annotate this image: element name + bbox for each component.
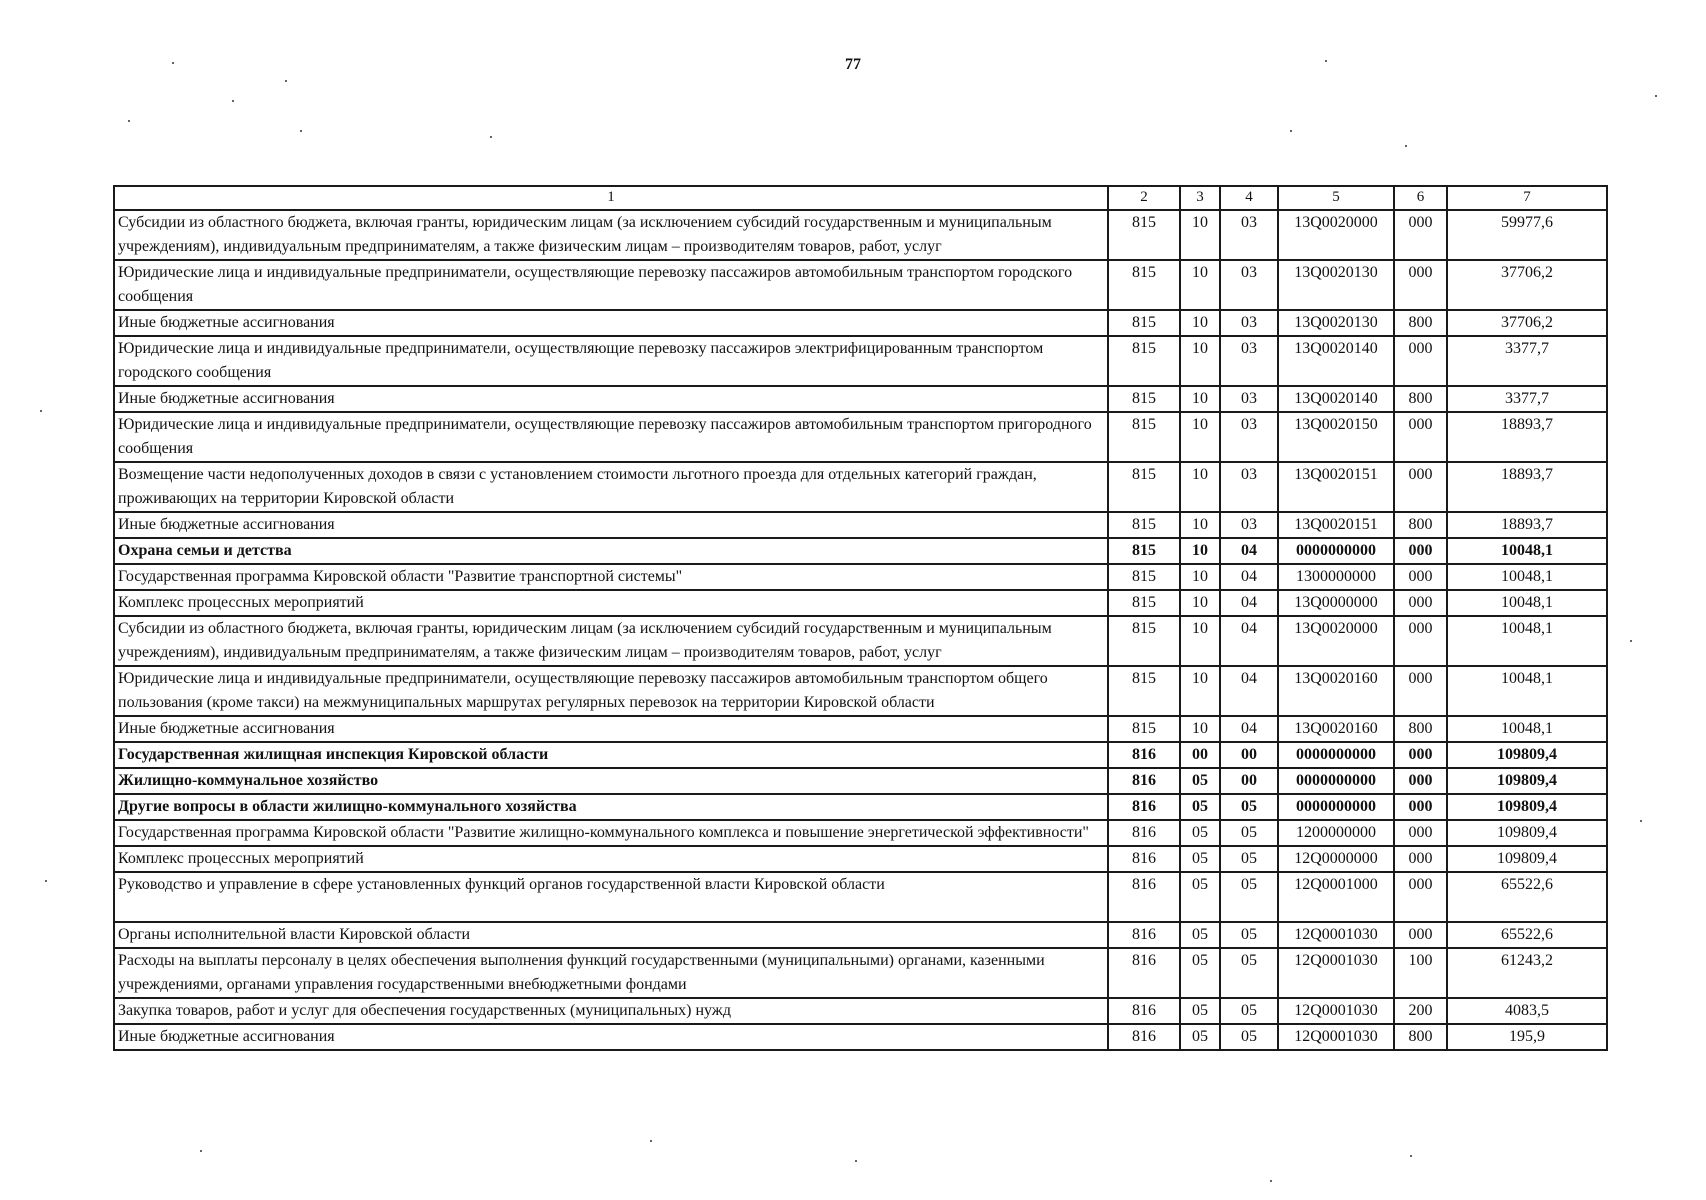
row-name-cell: Государственная жилищная инспекция Кировской области: [114, 742, 1108, 768]
table-row: [114, 998, 1607, 1024]
row-target-article-cell: 0000000000: [1278, 538, 1394, 564]
row-name-cell: Комплекс процессных мероприятий: [114, 590, 1108, 616]
row-target-article-cell: 13Q0020151: [1278, 512, 1394, 538]
row-expense-type-cell: 000: [1394, 210, 1447, 260]
header-col-5: 5: [1278, 186, 1394, 210]
row-expense-type-cell: 000: [1394, 590, 1447, 616]
header-col-1: 1: [114, 186, 1108, 210]
row-target-article-cell: 1200000000: [1278, 820, 1394, 846]
row-expense-type-cell: 000: [1394, 820, 1447, 846]
row-name-cell: Иные бюджетные ассигнования: [114, 716, 1108, 742]
row-name-cell: Иные бюджетные ассигнования: [114, 1024, 1108, 1050]
row-section-cell: 00: [1180, 742, 1220, 768]
row-section-cell: 10: [1180, 260, 1220, 310]
row-expense-type-cell: 000: [1394, 872, 1447, 922]
table-row: [114, 666, 1607, 716]
row-admin-code-cell: 815: [1108, 538, 1180, 564]
table-row: [114, 564, 1607, 590]
row-amount-cell: 65522,6: [1447, 922, 1607, 948]
row-name-cell: Другие вопросы в области жилищно-коммунального хозяйства: [114, 794, 1108, 820]
row-amount-cell: 109809,4: [1447, 768, 1607, 794]
row-name-cell: Органы исполнительной власти Кировской области: [114, 922, 1108, 948]
row-expense-type-cell: 000: [1394, 666, 1447, 716]
table-row: [114, 412, 1607, 462]
row-subsection-cell: 04: [1220, 666, 1278, 716]
row-section-cell: 10: [1180, 412, 1220, 462]
row-target-article-cell: 13Q0020130: [1278, 260, 1394, 310]
row-name-cell: Руководство и управление в сфере установленных функций органов государственной власти Кировской области: [114, 872, 1108, 922]
row-admin-code-cell: 815: [1108, 462, 1180, 512]
row-expense-type-cell: 000: [1394, 260, 1447, 310]
row-name-cell: Юридические лица и индивидуальные предприниматели, осуществляющие перевозку пассажиров автомобильным транспортом пригородного сообщения: [114, 412, 1108, 462]
budget-table: [113, 185, 1608, 1051]
row-subsection-cell: 04: [1220, 716, 1278, 742]
header-col-3: 3: [1180, 186, 1220, 210]
row-expense-type-cell: 000: [1394, 922, 1447, 948]
row-section-cell: 10: [1180, 310, 1220, 336]
row-admin-code-cell: 815: [1108, 310, 1180, 336]
row-target-article-cell: 0000000000: [1278, 768, 1394, 794]
row-amount-cell: 59977,6: [1447, 210, 1607, 260]
row-amount-cell: 109809,4: [1447, 820, 1607, 846]
table-row: [114, 794, 1607, 820]
table-row: [114, 336, 1607, 386]
row-admin-code-cell: 816: [1108, 1024, 1180, 1050]
row-target-article-cell: 12Q0001030: [1278, 998, 1394, 1024]
row-subsection-cell: 05: [1220, 820, 1278, 846]
table-row: [114, 1024, 1607, 1050]
row-subsection-cell: 00: [1220, 742, 1278, 768]
row-name-cell: Юридические лица и индивидуальные предприниматели, осуществляющие перевозку пассажиров автомобильным транспортом общего пользования (кроме такси) на межмуниципальных маршрутах регулярных перевозок на территории Кировской области: [114, 666, 1108, 716]
row-admin-code-cell: 815: [1108, 616, 1180, 666]
row-subsection-cell: 03: [1220, 386, 1278, 412]
row-name-cell: Закупка товаров, работ и услуг для обеспечения государственных (муниципальных) нужд: [114, 998, 1108, 1024]
row-expense-type-cell: 800: [1394, 386, 1447, 412]
row-name-cell: Государственная программа Кировской области "Развитие транспортной системы": [114, 564, 1108, 590]
table-row: [114, 512, 1607, 538]
row-subsection-cell: 04: [1220, 538, 1278, 564]
row-amount-cell: 10048,1: [1447, 590, 1607, 616]
row-subsection-cell: 03: [1220, 336, 1278, 386]
row-amount-cell: 3377,7: [1447, 386, 1607, 412]
row-target-article-cell: 12Q0001000: [1278, 872, 1394, 922]
row-admin-code-cell: 815: [1108, 210, 1180, 260]
table-row: [114, 820, 1607, 846]
row-name-cell: Иные бюджетные ассигнования: [114, 310, 1108, 336]
row-target-article-cell: 13Q0020160: [1278, 716, 1394, 742]
row-section-cell: 10: [1180, 512, 1220, 538]
row-subsection-cell: 05: [1220, 794, 1278, 820]
row-target-article-cell: 12Q0001030: [1278, 922, 1394, 948]
row-subsection-cell: 03: [1220, 310, 1278, 336]
row-subsection-cell: 05: [1220, 1024, 1278, 1050]
table-row: [114, 846, 1607, 872]
row-amount-cell: 18893,7: [1447, 512, 1607, 538]
row-admin-code-cell: 815: [1108, 590, 1180, 616]
row-target-article-cell: 12Q0000000: [1278, 846, 1394, 872]
header-col-7: 7: [1447, 186, 1607, 210]
row-amount-cell: 65522,6: [1447, 872, 1607, 922]
row-admin-code-cell: 815: [1108, 336, 1180, 386]
row-admin-code-cell: 815: [1108, 412, 1180, 462]
row-name-cell: Юридические лица и индивидуальные предприниматели, осуществляющие перевозку пассажиров автомобильным транспортом городского сообщения: [114, 260, 1108, 310]
row-name-cell: Расходы на выплаты персоналу в целях обеспечения выполнения функций государственными (муниципальными) органами, казенными учреждениями, органами управления государственными внебюджетными фондами: [114, 948, 1108, 998]
row-amount-cell: 18893,7: [1447, 462, 1607, 512]
row-amount-cell: 61243,2: [1447, 948, 1607, 998]
row-subsection-cell: 05: [1220, 872, 1278, 922]
row-section-cell: 05: [1180, 998, 1220, 1024]
row-subsection-cell: 03: [1220, 462, 1278, 512]
row-target-article-cell: 0000000000: [1278, 742, 1394, 768]
row-expense-type-cell: 000: [1394, 742, 1447, 768]
row-target-article-cell: 1300000000: [1278, 564, 1394, 590]
row-name-cell: Возмещение части недополученных доходов в связи с установлением стоимости льготного проезда для отдельных категорий граждан, проживающих на территории Кировской области: [114, 462, 1108, 512]
row-target-article-cell: 0000000000: [1278, 794, 1394, 820]
page-number: 77: [845, 56, 861, 73]
row-amount-cell: 10048,1: [1447, 564, 1607, 590]
table-row: [114, 310, 1607, 336]
row-subsection-cell: 00: [1220, 768, 1278, 794]
row-subsection-cell: 05: [1220, 922, 1278, 948]
row-target-article-cell: 13Q0020140: [1278, 336, 1394, 386]
row-admin-code-cell: 816: [1108, 820, 1180, 846]
row-target-article-cell: 13Q0020160: [1278, 666, 1394, 716]
row-section-cell: 10: [1180, 336, 1220, 386]
row-admin-code-cell: 816: [1108, 794, 1180, 820]
row-admin-code-cell: 816: [1108, 948, 1180, 998]
row-section-cell: 10: [1180, 590, 1220, 616]
table-header-row: [114, 186, 1607, 210]
table-row: [114, 590, 1607, 616]
row-section-cell: 10: [1180, 564, 1220, 590]
row-name-cell: Субсидии из областного бюджета, включая гранты, юридическим лицам (за исключением субсидий государственным и муниципальным учреждениям), индивидуальным предпринимателям, а также физическим лицам – производителям товаров, работ, услуг: [114, 616, 1108, 666]
row-name-cell: Юридические лица и индивидуальные предприниматели, осуществляющие перевозку пассажиров электрифицированным транспортом городского сообщения: [114, 336, 1108, 386]
row-expense-type-cell: 000: [1394, 564, 1447, 590]
table-row: [114, 260, 1607, 310]
row-target-article-cell: 13Q0020140: [1278, 386, 1394, 412]
table-row: [114, 768, 1607, 794]
row-expense-type-cell: 200: [1394, 998, 1447, 1024]
row-admin-code-cell: 816: [1108, 872, 1180, 922]
row-admin-code-cell: 815: [1108, 260, 1180, 310]
row-admin-code-cell: 816: [1108, 742, 1180, 768]
row-section-cell: 05: [1180, 922, 1220, 948]
row-admin-code-cell: 816: [1108, 922, 1180, 948]
row-amount-cell: 10048,1: [1447, 538, 1607, 564]
row-subsection-cell: 04: [1220, 590, 1278, 616]
row-expense-type-cell: 000: [1394, 336, 1447, 386]
row-amount-cell: 109809,4: [1447, 794, 1607, 820]
header-col-4: 4: [1220, 186, 1278, 210]
table-body: [114, 210, 1607, 1050]
row-expense-type-cell: 000: [1394, 616, 1447, 666]
row-section-cell: 10: [1180, 210, 1220, 260]
row-target-article-cell: 13Q0020150: [1278, 412, 1394, 462]
row-subsection-cell: 03: [1220, 412, 1278, 462]
row-section-cell: 05: [1180, 768, 1220, 794]
row-admin-code-cell: 815: [1108, 564, 1180, 590]
row-name-cell: Государственная программа Кировской области "Развитие жилищно-коммунального комплекса и повышение энергетической эффективности": [114, 820, 1108, 846]
row-admin-code-cell: 816: [1108, 768, 1180, 794]
row-expense-type-cell: 000: [1394, 538, 1447, 564]
table-row: [114, 462, 1607, 512]
row-name-cell: Охрана семьи и детства: [114, 538, 1108, 564]
row-name-cell: Комплекс процессных мероприятий: [114, 846, 1108, 872]
row-target-article-cell: 13Q0020151: [1278, 462, 1394, 512]
row-section-cell: 10: [1180, 538, 1220, 564]
row-amount-cell: 10048,1: [1447, 616, 1607, 666]
table-row: [114, 386, 1607, 412]
row-expense-type-cell: 100: [1394, 948, 1447, 998]
table-row: [114, 948, 1607, 998]
table-row: [114, 742, 1607, 768]
row-amount-cell: 195,9: [1447, 1024, 1607, 1050]
row-admin-code-cell: 815: [1108, 666, 1180, 716]
row-target-article-cell: 13Q0020130: [1278, 310, 1394, 336]
row-section-cell: 10: [1180, 616, 1220, 666]
row-amount-cell: 37706,2: [1447, 310, 1607, 336]
row-admin-code-cell: 815: [1108, 512, 1180, 538]
row-section-cell: 10: [1180, 462, 1220, 512]
row-amount-cell: 10048,1: [1447, 666, 1607, 716]
row-expense-type-cell: 800: [1394, 716, 1447, 742]
row-section-cell: 10: [1180, 716, 1220, 742]
row-subsection-cell: 03: [1220, 210, 1278, 260]
header-col-6: 6: [1394, 186, 1447, 210]
row-subsection-cell: 05: [1220, 846, 1278, 872]
row-section-cell: 10: [1180, 386, 1220, 412]
table-row: [114, 872, 1607, 922]
row-target-article-cell: 13Q0000000: [1278, 590, 1394, 616]
row-section-cell: 05: [1180, 794, 1220, 820]
row-expense-type-cell: 000: [1394, 768, 1447, 794]
header-col-2: 2: [1108, 186, 1180, 210]
row-target-article-cell: 13Q0020000: [1278, 210, 1394, 260]
row-amount-cell: 10048,1: [1447, 716, 1607, 742]
row-name-cell: Иные бюджетные ассигнования: [114, 512, 1108, 538]
row-section-cell: 05: [1180, 948, 1220, 998]
row-section-cell: 05: [1180, 1024, 1220, 1050]
table-row: [114, 616, 1607, 666]
row-section-cell: 05: [1180, 820, 1220, 846]
row-expense-type-cell: 000: [1394, 846, 1447, 872]
row-amount-cell: 18893,7: [1447, 412, 1607, 462]
row-admin-code-cell: 816: [1108, 998, 1180, 1024]
row-amount-cell: 3377,7: [1447, 336, 1607, 386]
row-expense-type-cell: 000: [1394, 794, 1447, 820]
row-section-cell: 10: [1180, 666, 1220, 716]
row-admin-code-cell: 815: [1108, 386, 1180, 412]
row-subsection-cell: 04: [1220, 616, 1278, 666]
row-target-article-cell: 12Q0001030: [1278, 1024, 1394, 1050]
row-expense-type-cell: 000: [1394, 412, 1447, 462]
row-subsection-cell: 04: [1220, 564, 1278, 590]
row-amount-cell: 109809,4: [1447, 742, 1607, 768]
row-subsection-cell: 05: [1220, 948, 1278, 998]
row-expense-type-cell: 000: [1394, 462, 1447, 512]
table-row: [114, 538, 1607, 564]
row-admin-code-cell: 816: [1108, 846, 1180, 872]
row-subsection-cell: 03: [1220, 260, 1278, 310]
row-target-article-cell: 12Q0001030: [1278, 948, 1394, 998]
row-name-cell: Субсидии из областного бюджета, включая гранты, юридическим лицам (за исключением субсидий государственным и муниципальным учреждениям), индивидуальным предпринимателям, а также физическим лицам – производителям товаров, работ, услуг: [114, 210, 1108, 260]
row-amount-cell: 109809,4: [1447, 846, 1607, 872]
row-amount-cell: 4083,5: [1447, 998, 1607, 1024]
row-subsection-cell: 03: [1220, 512, 1278, 538]
table-row: [114, 210, 1607, 260]
row-target-article-cell: 13Q0020000: [1278, 616, 1394, 666]
row-name-cell: Жилищно-коммунальное хозяйство: [114, 768, 1108, 794]
row-expense-type-cell: 800: [1394, 512, 1447, 538]
row-expense-type-cell: 800: [1394, 1024, 1447, 1050]
row-name-cell: Иные бюджетные ассигнования: [114, 386, 1108, 412]
table-row: [114, 716, 1607, 742]
row-subsection-cell: 05: [1220, 998, 1278, 1024]
row-expense-type-cell: 800: [1394, 310, 1447, 336]
row-admin-code-cell: 815: [1108, 716, 1180, 742]
row-amount-cell: 37706,2: [1447, 260, 1607, 310]
table-row: [114, 922, 1607, 948]
row-section-cell: 05: [1180, 846, 1220, 872]
row-section-cell: 05: [1180, 872, 1220, 922]
